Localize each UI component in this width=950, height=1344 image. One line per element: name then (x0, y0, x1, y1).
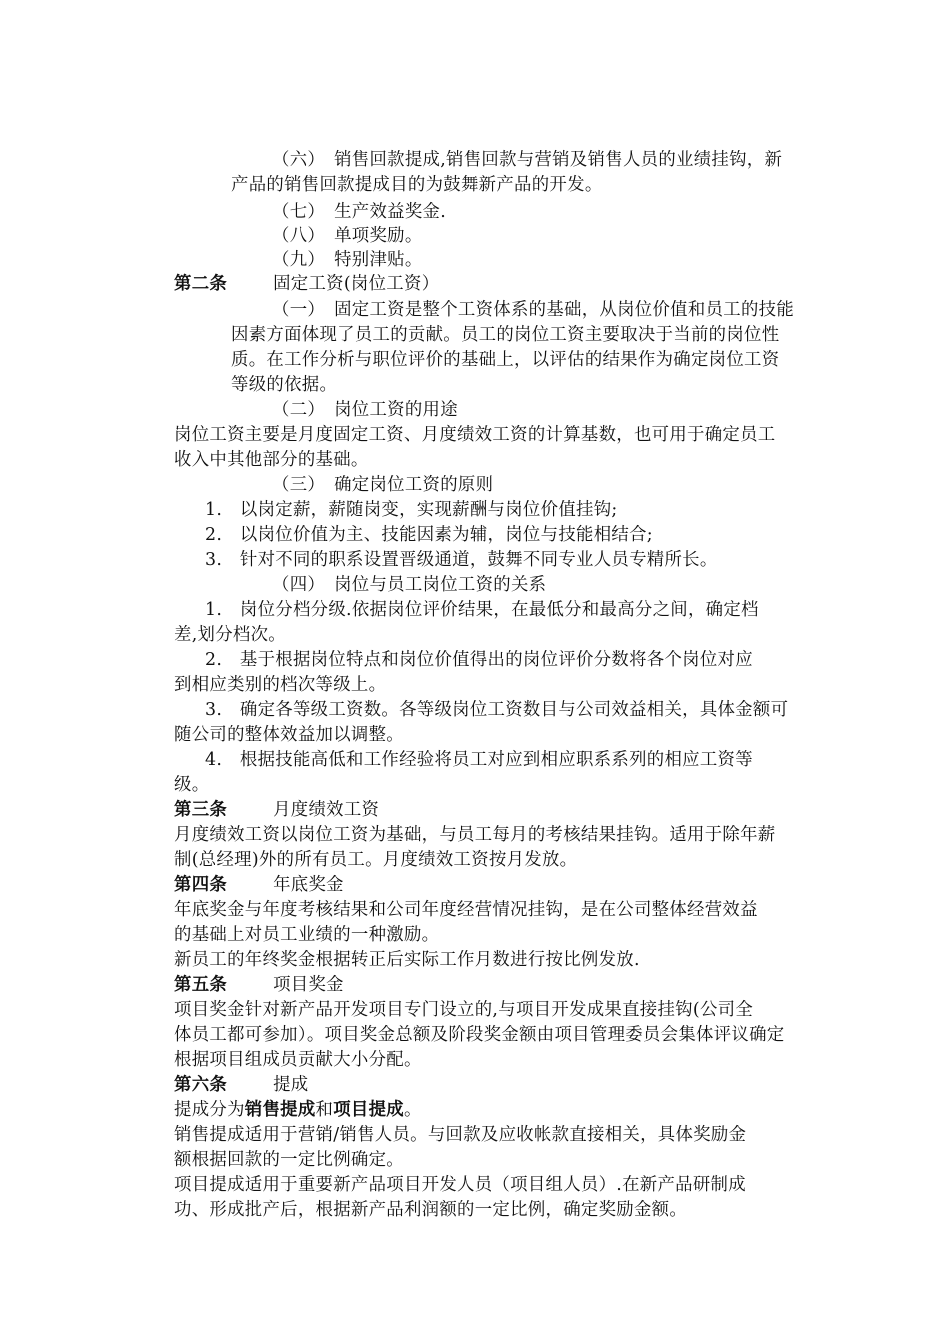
principle-item: 1. 以岗定薪，薪随岗变，实现薪酬与岗位价值挂钩; (205, 500, 618, 520)
article-3-heading: 第三条 (174, 800, 228, 820)
sales-commission-term: 销售提成 (244, 1100, 316, 1120)
article-6-intro-suffix: 。 (404, 1100, 422, 1120)
relation-3-line-1: 3. 确定各等级工资数。各等级岗位工资数目与公司效益相关，具体金额可 (205, 700, 789, 720)
article-4-heading: 第四条 (174, 875, 228, 895)
article-4-para-2: 新员工的年终奖金根据转正后实际工作月数进行按比例发放. (174, 950, 640, 970)
article-5-title: 项目奖金 (273, 975, 344, 995)
article-2-sub-4: （四） 岗位与员工岗位工资的关系 (272, 575, 547, 595)
article-4-para-1-line-1: 年底奖金与年度考核结果和公司年度经营情况挂钩，是在公司整体经营效益 (174, 900, 758, 920)
article-5-para-line-2: 体员工都可参加）。项目奖金总额及阶段奖金额由项目管理委员会集体评议确定 (174, 1025, 785, 1045)
relation-1-line-2: 差,划分档次。 (174, 625, 286, 645)
article-2-title: 固定工资(岗位工资） (273, 274, 440, 294)
relation-2-line-1: 2. 基于根据岗位特点和岗位价值得出的岗位评价分数将各个岗位对应 (205, 650, 753, 670)
article-3-heading-row (174, 798, 379, 822)
article-2-sub-1-line-2: 因素方面体现了员工的贡献。员工的岗位工资主要取决于当前的岗位性 (231, 325, 780, 345)
article-6-para-2-line-1: 项目提成适用于重要新产品项目开发人员（项目组人员）.在新产品研制成 (174, 1175, 746, 1195)
article-6-para-2-line-2: 功、形成批产后，根据新产品利润额的一定比例，确定奖励金额。 (174, 1200, 688, 1220)
item-6-line-2: 产品的销售回款提成目的为鼓舞新产品的开发。 (231, 175, 603, 195)
article-2-sub-3: （三） 确定岗位工资的原则 (272, 475, 494, 495)
principle-item: 2. 以岗位价值为主、技能因素为辅，岗位与技能相结合; (205, 525, 653, 545)
article-6-intro (174, 1098, 422, 1122)
article-4-heading-row (174, 873, 344, 897)
article-2-sub-2: （二） 岗位工资的用途 (272, 400, 458, 420)
relation-4-line-2: 级。 (174, 775, 210, 795)
article-6-intro-and: 和 (315, 1100, 334, 1120)
article-6-heading-row (174, 1073, 308, 1097)
article-2-sub-1-line-3: 质。在工作分析与职位评价的基础上，以评估的结果作为确定岗位工资 (231, 350, 780, 370)
article-2-heading: 第二条 (174, 274, 228, 294)
article-5-heading-row (174, 973, 344, 997)
article-3-para-line-1: 月度绩效工资以岗位工资为基础，与员工每月的考核结果挂钩。适用于除年薪 (174, 825, 776, 845)
article-2-sub-2-para-line-1: 岗位工资主要是月度固定工资、月度绩效工资的计算基数，也可用于确定员工 (174, 425, 776, 445)
principle-item: 3. 针对不同的职系设置晋级通道，鼓舞不同专业人员专精所长。 (205, 550, 718, 570)
item-9: （九） 特别津贴。 (272, 250, 423, 270)
article-2-heading-row (174, 272, 439, 296)
article-5-para-line-1: 项目奖金针对新产品开发项目专门设立的,与项目开发成果直接挂钩(公司全 (174, 1000, 754, 1020)
item-6-line-1: （六） 销售回款提成,销售回款与营销及销售人员的业绩挂钩，新 (272, 150, 783, 170)
article-6-para-1-line-2: 额根据回款的一定比例确定。 (174, 1150, 404, 1170)
article-2-sub-1-line-4: 等级的依据。 (231, 375, 338, 395)
project-commission-term: 项目提成 (333, 1100, 404, 1120)
article-4-title: 年底奖金 (273, 875, 344, 895)
article-5-para-line-3: 根据项目组成员贡献大小分配。 (174, 1050, 422, 1070)
article-3-title: 月度绩效工资 (273, 800, 380, 820)
article-2-sub-2-para-line-2: 收入中其他部分的基础。 (174, 450, 369, 470)
item-8: （八） 单项奖励。 (272, 226, 423, 246)
article-5-heading: 第五条 (174, 975, 228, 995)
article-3-para-line-2: 制(总经理)外的所有员工。月度绩效工资按月发放。 (174, 850, 578, 870)
article-6-intro-prefix: 提成分为 (174, 1100, 245, 1120)
article-4-para-1-line-2: 的基础上对员工业绩的一种激励。 (174, 925, 440, 945)
relation-4-line-1: 4. 根据技能高低和工作经验将员工对应到相应职系系列的相应工资等 (205, 750, 753, 770)
article-6-para-1-line-1: 销售提成适用于营销/销售人员。与回款及应收帐款直接相关，具体奖励金 (174, 1125, 747, 1145)
relation-1-line-1: 1. 岗位分档分级.依据岗位评价结果，在最低分和最高分之间，确定档 (205, 600, 759, 620)
item-7: （七） 生产效益奖金. (272, 202, 447, 222)
relation-2-line-2: 到相应类别的档次等级上。 (174, 675, 387, 695)
article-2-sub-1-line-1: （一） 固定工资是整个工资体系的基础，从岗位价值和员工的技能 (272, 300, 795, 320)
relation-3-line-2: 随公司的整体效益加以调整。 (174, 725, 404, 745)
article-6-title: 提成 (273, 1075, 309, 1095)
article-6-heading: 第六条 (174, 1075, 228, 1095)
